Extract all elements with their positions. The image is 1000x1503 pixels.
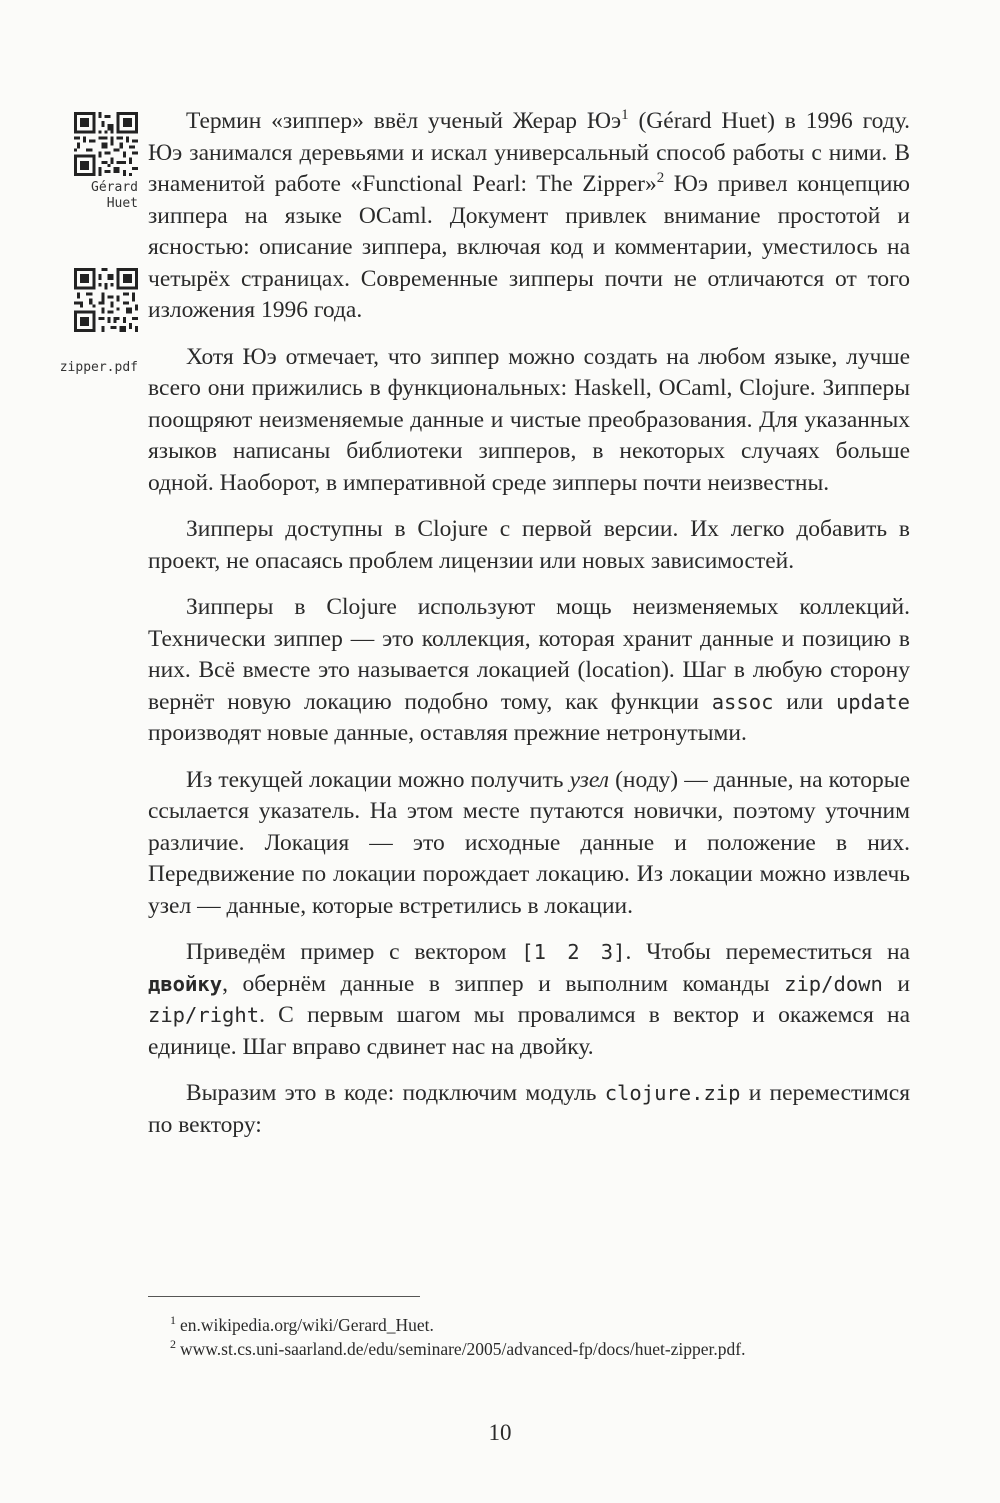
term-node: узел	[569, 766, 609, 793]
code-zip-down: zip/down	[784, 971, 883, 996]
page-number: 10	[488, 1420, 512, 1445]
footnote-2	[148, 1338, 888, 1360]
main-text	[148, 106, 910, 1156]
code-update: update	[835, 689, 910, 714]
paragraph-7: Выразим это в коде: подключим модуль clojure.zip и переместимся по вектору:	[148, 1080, 910, 1138]
footnote-link[interactable]: en.wikipedia.org/wiki/Gerard_Huet.	[180, 1315, 434, 1335]
footnote-mark: 2	[170, 1337, 176, 1351]
paragraph-5: Из текущей локации можно получить узел (ноду) — данные, на которые ссылается указатель. На этом месте путаются новички, поэтому уточним различие. Локация — это исходные данные и положение в них. Передвижение по локации порождает локацию. Из локации можно извлечь узел — данные, которые встретились в локации.	[148, 766, 910, 919]
paragraph-4: Зипперы в Clojure используют мощь неизменяемых коллекций. Технически зиппер — это коллекция, которая хранит данные и позицию в них. Всё вместе это называется локацией (location). Шаг в любую сторону вернёт новую локацию подобно тому, как функции assoc или update производят новые данные, оставляя прежние нетронутыми.	[148, 594, 910, 746]
code-clojure-zip: clojure.zip	[604, 1081, 741, 1105]
footnote-1	[148, 1314, 888, 1336]
paragraph-1: Термин «зиппер» ввёл ученый Жерар $Юэ^1$ (Gérard Huet) в 1996 году. Юэ занимался деревьями и искал универсальный способ работы с ними. В знаменитой работе «Functional Pearl: The Zipper»$^2$ Юэ привел концепцию зиппера на языке OCaml. Документ привлек внимание простотой и ясностью: описание зиппера, включая код и комментарии, уместилось на четырёх страницах. Современные зипперы почти не отличаются от того изложения 1996 года.	[148, 107, 910, 323]
footnote-divider	[148, 1296, 420, 1297]
paragraph-3: Зипперы доступны в Clojure с первой версии. Их легко добавить в проект, не опасаясь проблем лицензии или новых зависимостей.	[148, 516, 910, 574]
margin-caption: Gérard	[91, 180, 138, 195]
code-zip-right: zip/right	[148, 1003, 260, 1027]
qr-code-icon	[74, 268, 138, 332]
margin-note-zipper-pdf	[56, 268, 138, 376]
paragraph-2: Хотя Юэ отмечает, что зиппер можно создать на любом языке, лучше всего они прижились в функциональных: Haskell, OCaml, Clojure. Зипперы поощряют неизменяемые данные и чистые преобразования. Для указанных языков написаны библиотеки зипперов, в некоторых случаях больше одной. Наоборот, в императивной среде зипперы почти неизвестны.	[148, 343, 910, 496]
footnote-ref-2[interactable]: 2	[656, 170, 665, 186]
paragraph-6: Приведём пример с вектором [1 2 3]. Чтобы переместиться на двойку, обернём данные в зиппер и выполним команды zip/down и zip/right. С первым шагом мы провалимся в вектор и окажемся на единице. Шаг вправо сдвинет нас на двойку.	[148, 939, 911, 1060]
margin-caption: Huet	[106, 196, 138, 211]
footnote-link[interactable]: www.st.cs.uni-saarland.de/edu/seminare/2005/advanced-fp/docs/huet-zipper.pdf.	[180, 1339, 746, 1359]
code-assoc: assoc	[711, 689, 774, 714]
qr-code-icon	[74, 112, 138, 176]
code-two: двойку	[148, 971, 223, 996]
margin-caption: zipper.pdf	[59, 360, 138, 375]
footnote-ref-1[interactable]: 1	[621, 107, 629, 123]
code-vector: [1 2 3]	[521, 940, 626, 964]
footnote-mark: 1	[170, 1313, 176, 1327]
margin-note-gerard-huet	[56, 112, 138, 212]
